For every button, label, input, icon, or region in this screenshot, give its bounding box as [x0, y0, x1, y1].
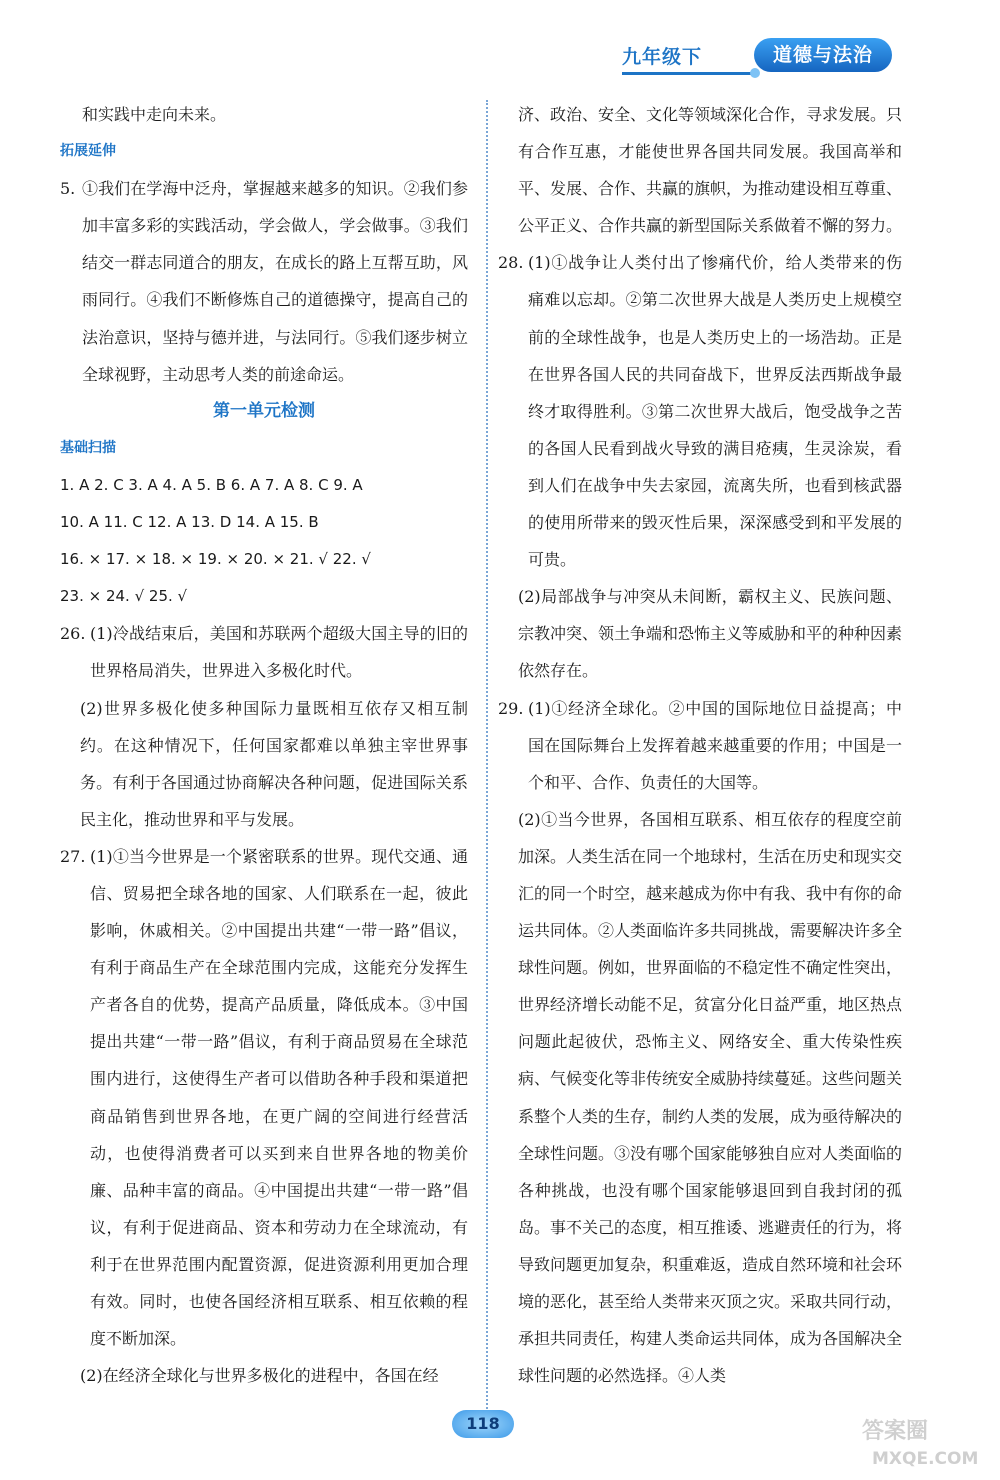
- question-text: (2)在经济全球化与世界多极化的进程中，各国在经: [80, 1366, 439, 1386]
- question-text: (1)①经济全球化。②中国的国际地位日益提高；中国在国际舞台上发挥着越来越重要的作用；中国是一个和平、合作、负责任的大国等。: [528, 698, 902, 792]
- column-divider: [486, 100, 488, 1420]
- question-number: 29.: [498, 698, 524, 718]
- subject-badge: 道德与法治: [754, 38, 892, 72]
- question-text: (1)①战争让人类付出了惨痛代价，给人类带来的伤痛难以忘却。②第二次世界大战是人类历史上规模空前的全球性战争，也是人类历史上的一场浩劫。正是在世界各国人民的共同奋战下，世界反法西斯战争最终才取得胜利。③第二次世界大战后，饱受战争之苦的各国人民看到战火导致的满目疮痍，生灵涂炭，看到人们在战争中失去家园，流离失所，也看到核武器的使用所带来的毁灭性后果，深深感受到和平发展的可贵。: [528, 253, 902, 570]
- unit-title: 第一单元检测: [213, 400, 315, 421]
- question-text: (2)局部战争与冲突从未间断，霸权主义、民族问题、宗教冲突、领土争端和恐怖主义等威胁和平的种种因素依然存在。: [518, 587, 903, 681]
- continued-paragraph: 济、政治、安全、文化等领域深化合作，寻求发展。只有合作互惠，才能使世界各国共同发展。我国高举和平、发展、合作、共赢的旗帜，为推动建设相互尊重、公平正义、合作共赢的新型国际关系做着不懈的努力。: [518, 105, 903, 236]
- question-text: (2)世界多极化使多种国际力量既相互依存又相互制约。在这种情况下，任何国家都难以单独主宰世界事务。有利于各国通过协商解决各种问题，促进国际关系民主化，推动世界和平与发展。: [80, 698, 468, 829]
- answer-row: 10. A 11. C 12. A 13. D 14. A 15. B: [60, 513, 319, 532]
- question-number: 26.: [60, 624, 86, 644]
- question-text: (1)①当今世界是一个紧密联系的世界。现代交通、通信、贸易把全球各地的国家、人们联系在一起，彼此影响，休戚相关。②中国提出共建“一带一路”倡议，有利于商品生产在全球范围内完成，这能充分发挥生产者各自的优势，提高产品质量，降低成本。③中国提出共建“一带一路”倡议，有利于商品贸易在全球范围内进行，这使得生产者可以借助各种手段和渠道把商品销售到世界各地，在更广阔的空间进行经营活动，也使得消费者可以买到来自世界各地的物美价廉、品种丰富的商品。④中国提出共建“一带一路”倡议，有利于促进商品、资本和劳动力在全球流动，有利于在世界范围内配置资源，促进资源利用更加合理有效。同时，也使各国经济相互联系、相互依赖的程度不断加深。: [90, 846, 468, 1349]
- page-header: [622, 38, 892, 78]
- question-26: [60, 615, 468, 689]
- answer-row: 1. A 2. C 3. A 4. A 5. B 6. A 7. A 8. C 9. A: [60, 475, 363, 494]
- question-text: (2)①当今世界，各国相互联系、相互依存的程度空前加深。人类生活在同一个地球村，生活在历史和现实交汇的同一个时空，越来越成为你中有我、我中有你的命运共同体。②人类面临许多共同挑战，需要解决许多全球性问题。例如，世界面临的不稳定性不确定性突出，世界经济增长动能不足，贫富分化日益严重，地区热点问题此起彼伏，恐怖主义、网络安全、重大传染性疾病、气候变化等非传统安全威胁持续蔓延。这些问题关系整个人类的生存，制约人类的发展，成为亟待解决的全球性问题。③没有哪个国家能够独自应对人类面临的各种挑战，也没有哪个国家能够退回到自我封闭的孤岛。事不关己的态度，相互推诿、逃避责任的行为，将导致问题更加复杂，积重难返，造成自然环境和社会环境的恶化，甚至给人类带来灭顶之灾。采取共同行动，承担共同责任，构建人类命运共同体，成为各国解决全球性问题的必然选择。④人类: [518, 809, 903, 1386]
- continued-paragraph: 和实践中走向未来。: [82, 105, 227, 124]
- question-27: [60, 838, 468, 1357]
- question-number: 28.: [498, 253, 524, 273]
- left-column: [60, 96, 468, 1394]
- question-number: 5.: [60, 179, 76, 199]
- right-column: [498, 96, 902, 1394]
- watermark-url: MXQE.COM: [872, 1449, 979, 1469]
- page-number-badge: 118: [452, 1410, 514, 1438]
- question-text: (1)冷战结束后，美国和苏联两个超级大国主导的旧的世界格局消失，世界进入多极化时代。: [90, 624, 468, 681]
- question-28: [498, 244, 902, 578]
- watermark-brand: 答案圈: [862, 1419, 929, 1444]
- watermark-logo: [842, 1412, 992, 1472]
- section-heading-extend: 拓展延伸: [60, 143, 116, 160]
- answer-row: 23. × 24. √ 25. √: [60, 587, 188, 606]
- question-number: 27.: [60, 846, 86, 866]
- question-text: ①我们在学海中泛舟，掌握越来越多的知识。②我们参加丰富多彩的实践活动，学会做人，学会做事。③我们结交一群志同道合的朋友，在成长的路上互帮互助，风雨同行。④我们不断修炼自己的道德操守，提高自己的法治意识，坚持与德并进，与法同行。⑤我们逐步树立全球视野，主动思考人类的前途命运。: [82, 179, 468, 384]
- header-rule: [622, 72, 752, 75]
- question-5: [60, 170, 468, 393]
- question-29: [498, 690, 902, 801]
- header-rule-dot: [750, 68, 760, 78]
- section-heading-basic: 基础扫描: [60, 439, 116, 456]
- answer-row: 16. × 17. × 18. × 19. × 20. × 21. √ 22. √: [60, 550, 371, 569]
- grade-label: 九年级下: [622, 46, 703, 68]
